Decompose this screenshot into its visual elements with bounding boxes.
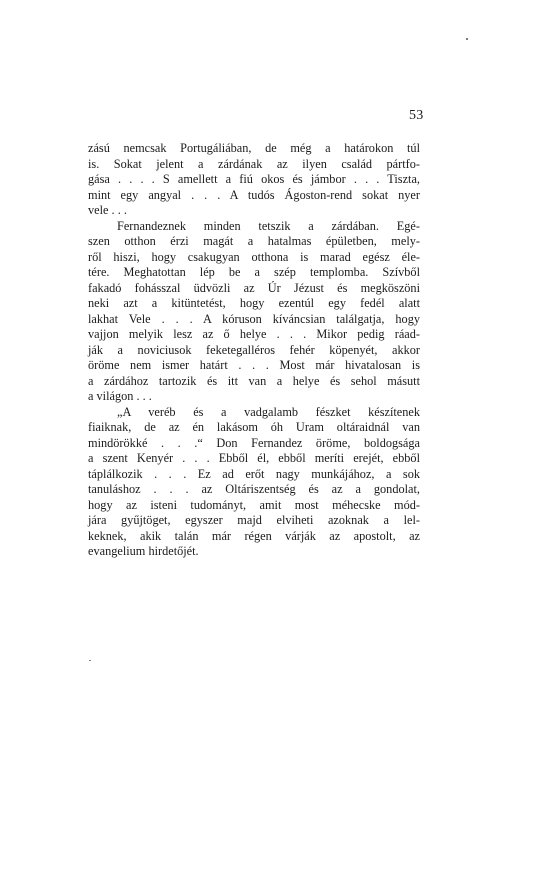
text-line: tanuláshoz . . . az Oltáriszentség és az a gondolat, xyxy=(88,482,420,496)
text-line: Fernandeznek minden tetszik a zárdában. Egé- xyxy=(117,218,420,233)
text-line: fakadó fohásszal üdvözli az Úr Jézust és megköszöni xyxy=(88,280,420,295)
text-line: öröme nem ismer határt . . . Most már hivatalosan is xyxy=(88,358,420,372)
text-line: lakhat Vele . . . A kóruson kíváncsian találgatja, hogy xyxy=(88,311,420,326)
paragraph-1 xyxy=(88,141,420,219)
text-line: tére. Meghatottan lép be a szép templomba. Szívből xyxy=(88,265,420,279)
text-line: zású nemcsak Portugáliában, de még a határokon túl xyxy=(88,141,420,155)
text-line: vajjon melyik lesz az ő helye . . . Mikor pedig ráad- xyxy=(88,327,420,341)
body-text xyxy=(88,141,420,560)
print-speck xyxy=(89,660,91,661)
text-line: a szent Kenyér . . . Ebből él, ebből meríti erejét, ebből xyxy=(88,451,420,465)
text-line: ről hiszi, hogy csakugyan otthona is marad egész éle- xyxy=(88,249,420,264)
text-line: hogy az isteni tudományt, amit most méhecske mód- xyxy=(88,497,420,512)
text-line: ják a noviciusok feketegalléros fehér köpenyét, akkor xyxy=(88,342,420,357)
text-line: vele . . . xyxy=(88,203,127,217)
text-line: szen otthon érzi magát a hatalmas épületben, mely- xyxy=(88,234,420,248)
paragraph-3 xyxy=(88,405,420,560)
text-line: fiaiknak, de az én lakásom óh Uram oltáraidnál van xyxy=(88,420,420,434)
text-line: mindörökké . . .“ Don Fernandez öröme, boldogsága xyxy=(88,435,420,450)
text-line: is. Sokat jelent a zárdának az ilyen család pártfo- xyxy=(88,156,420,171)
text-line: keknek, akik talán már régen várják az apostolt, az xyxy=(88,528,420,543)
page-number: 53 xyxy=(409,108,424,123)
print-speck xyxy=(466,38,468,40)
paragraph-2 xyxy=(88,219,420,405)
text-line: mint egy angyal . . . A tudós Ágoston-rend sokat nyer xyxy=(88,187,420,202)
text-line: jára gyűjtöget, egyszer majd elviheti azoknak a lel- xyxy=(88,513,420,527)
text-line: a zárdához tartozik és itt van a helye és sehol másutt xyxy=(88,373,420,388)
text-line: gása . . . . S amellett a fiú okos és jámbor . . . Tiszta, xyxy=(88,172,420,186)
text-line: a világon . . . xyxy=(88,389,152,403)
text-line: „A veréb és a vadgalamb fészket készítenek xyxy=(117,404,420,419)
text-line: táplálkozik . . . Ez ad erőt nagy munkájához, a sok xyxy=(88,466,420,481)
text-line: evangelium hirdetőjét. xyxy=(88,544,199,558)
text-line: neki azt a kitüntetést, hogy ezentúl egy fedél alatt xyxy=(88,296,420,310)
